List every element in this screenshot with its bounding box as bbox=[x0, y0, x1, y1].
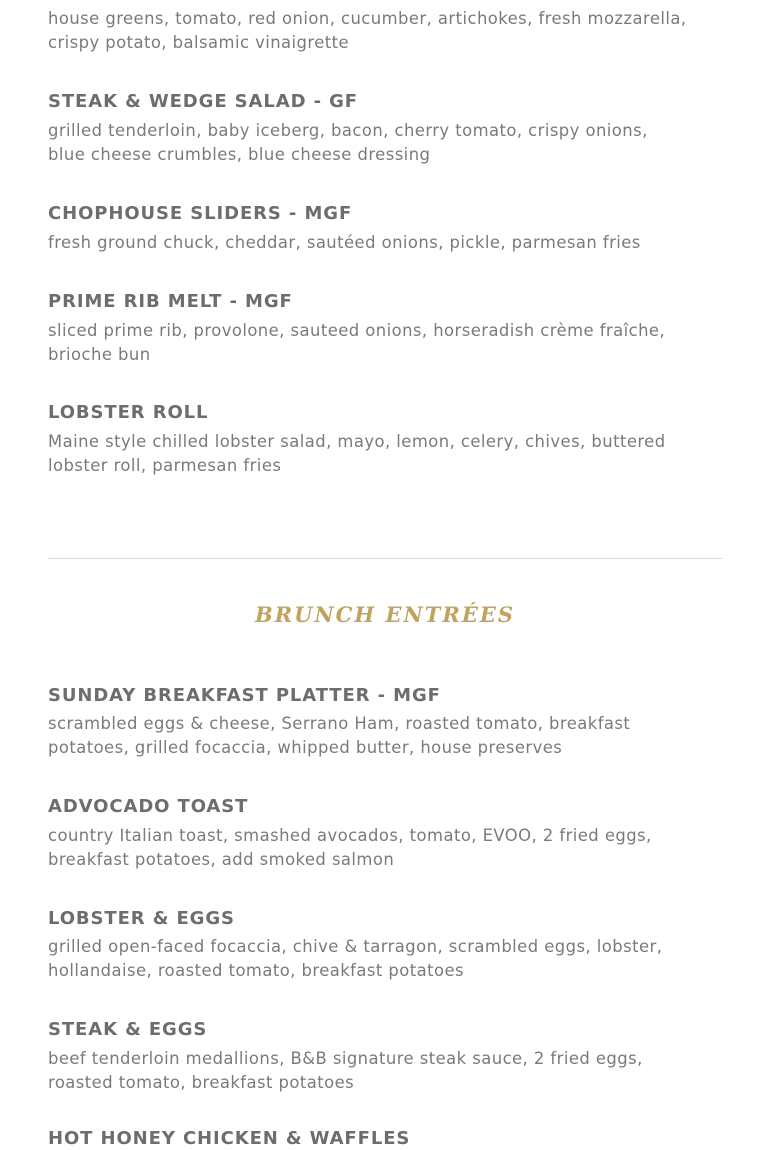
menu-item-description: scrambled eggs & cheese, Serrano Ham, roasted tomato, breakfast potatoes, grilled focaccia, whipped butter, house preserves bbox=[48, 714, 631, 757]
menu-item-title: STEAK & WEDGE SALAD - GF bbox=[48, 91, 358, 112]
menu-item-title: HOT HONEY CHICKEN & WAFFLES bbox=[48, 1128, 411, 1149]
menu-item-description: house greens, tomato, red onion, cucumber, artichokes, fresh mozzarella, crispy potato, balsamic vinaigrette bbox=[48, 9, 687, 52]
menu-item-description: sliced prime rib, provolone, sauteed onions, horseradish crème fraîche, brioche bun bbox=[48, 321, 666, 364]
menu-item-description: Maine style chilled lobster salad, mayo, lemon, celery, chives, buttered lobster roll, parmesan fries bbox=[48, 432, 666, 475]
menu-item-description: country Italian toast, smashed avocados, tomato, EVOO, 2 fried eggs, breakfast potatoes, add smoked salmon bbox=[48, 826, 652, 869]
menu-item-title: SUNDAY BREAKFAST PLATTER - MGF bbox=[48, 685, 441, 706]
menu-item-title: PRIME RIB MELT - MGF bbox=[48, 291, 293, 312]
menu-item-description: beef tenderloin medallions, B&B signature steak sauce, 2 fried eggs, roasted tomato, breakfast potatoes bbox=[48, 1049, 643, 1092]
section-divider bbox=[48, 558, 722, 559]
menu-item-title: LOBSTER ROLL bbox=[48, 402, 209, 423]
section-heading: BRUNCH ENTRÉES bbox=[254, 602, 516, 627]
menu-item-title: LOBSTER & EGGS bbox=[48, 908, 235, 929]
menu-item-title: CHOPHOUSE SLIDERS - MGF bbox=[48, 203, 353, 224]
menu-item-description: grilled tenderloin, baby iceberg, bacon, cherry tomato, crispy onions, blue cheese crumbles, blue cheese dressing bbox=[48, 121, 648, 164]
menu-item-title: ADVOCADO TOAST bbox=[48, 796, 249, 817]
menu-item-description: grilled open-faced focaccia, chive & tarragon, scrambled eggs, lobster, hollandaise, roasted tomato, breakfast potatoes bbox=[48, 937, 663, 980]
menu-item-description: fresh ground chuck, cheddar, sautéed onions, pickle, parmesan fries bbox=[48, 233, 641, 252]
menu-item-title: STEAK & EGGS bbox=[48, 1019, 208, 1040]
